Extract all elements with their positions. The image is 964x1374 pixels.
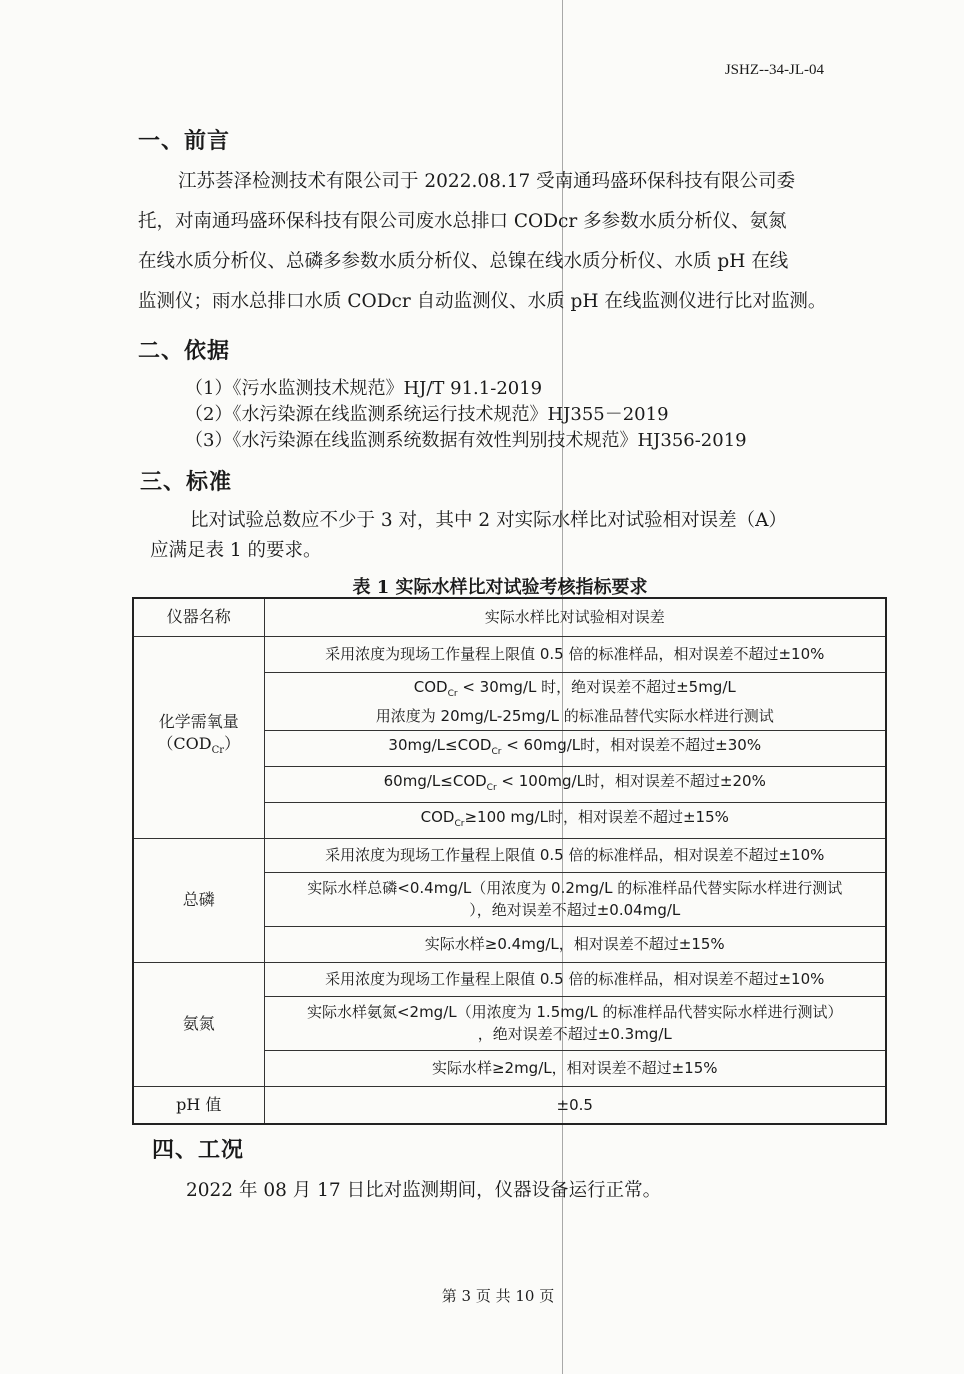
preface-line: 江苏荟泽检测技术有限公司于 2022.08.17 受南通玛盛环保科技有限公司委	[178, 171, 796, 192]
cod-requirement: $COD_{Cr} < 30mg/L$ 时，绝对误差不超过±5mg/L 用浓度为 20mg/L-25mg/L 的标准品替代实际水样进行测试	[264, 672, 886, 730]
tp-requirement: 实际水样总磷<0.4mg/L（用浓度为 0.2mg/L 的标准样品代替实际水样进行测试 ），绝对误差不超过±0.04mg/L	[264, 872, 886, 926]
tp-requirement: 采用浓度为现场工作量程上限值 0.5 倍的标准样品，相对误差不超过±10%	[264, 838, 886, 872]
preface-line: 在线水质分析仪、总磷多参数水质分析仪、总镍在线水质分析仪、水质 pH 在线	[138, 251, 789, 272]
table-row	[133, 838, 886, 872]
table-row	[133, 1086, 886, 1124]
cod-requirement: $60mg/L\le COD_{Cr} < 100mg/L$时，相对误差不超过±20%	[264, 766, 886, 802]
nh3-requirement: 实际水样≥2mg/L，相对误差不超过±15%	[264, 1050, 886, 1086]
cod-name: 化学需氧量	[158, 712, 239, 732]
basis-item: （2）《水污染源在线监测系统运行技术规范》HJ355－2019	[185, 404, 669, 425]
cod-requirement: $30mg/L\le COD_{Cr} < 60mg/L$时，相对误差不超过±30%	[264, 730, 886, 766]
cod-formula: $(COD_{Cr})$	[157, 734, 241, 757]
tp-name-cell: 总磷	[133, 838, 264, 962]
ph-requirement: ±0.5	[264, 1086, 886, 1124]
basis-item: （3）《水污染源在线监测系统数据有效性判别技术规范》HJ356-2019	[185, 430, 747, 451]
nh3-requirement: 实际水样氨氮<2mg/L（用浓度为 1.5mg/L 的标准样品代替实际水样进行测试） ，绝对误差不超过±0.3mg/L	[264, 996, 886, 1050]
cod-name-cell	[133, 636, 264, 838]
cod-requirement: $COD_{Cr}\ge 100$ mg/L时，相对误差不超过±15%	[264, 802, 886, 838]
basis-item: （1）《污水监测技术规范》HJ/T 91.1-2019	[185, 378, 543, 399]
cod-requirement: 采用浓度为现场工作量程上限值 0.5 倍的标准样品，相对误差不超过±10%	[264, 636, 886, 672]
section-heading-standard: 三、标准	[140, 469, 233, 495]
document-code: JSHZ--34-JL-04	[724, 62, 824, 78]
table-row	[133, 636, 886, 672]
condition-text: 2022 年 08 月 17 日比对监测期间，仪器设备运行正常。	[186, 1180, 662, 1201]
table-header-row	[133, 598, 886, 636]
nh3-requirement: 采用浓度为现场工作量程上限值 0.5 倍的标准样品，相对误差不超过±10%	[264, 962, 886, 996]
section-heading-basis: 二、依据	[138, 338, 231, 364]
preface-line: 托，对南通玛盛环保科技有限公司废水总排口 CODcr 多参数水质分析仪、氨氮	[138, 211, 787, 232]
preface-line: 监测仪；雨水总排口水质 CODcr 自动监测仪、水质 pH 在线监测仪进行比对监测。	[138, 291, 827, 312]
table-row	[133, 962, 886, 996]
header-error: 实际水样比对试验相对误差	[264, 598, 886, 636]
section-heading-condition: 四、工况	[152, 1137, 245, 1163]
standard-line: 应满足表 1 的要求。	[150, 540, 322, 561]
ph-name-cell: pH 值	[133, 1086, 264, 1124]
standard-line: 比对试验总数应不少于 3 对，其中 2 对实际水样比对试验相对误差（A）	[190, 510, 787, 531]
requirements-table	[132, 597, 887, 1125]
table-caption: 表 1 实际水样比对试验考核指标要求	[352, 577, 648, 598]
section-heading-preface: 一、前言	[138, 128, 231, 154]
nh3-name-cell: 氨氮	[133, 962, 264, 1086]
tp-requirement: 实际水样≥0.4mg/L，相对误差不超过±15%	[264, 926, 886, 962]
page-footer: 第 3 页 共 10 页	[441, 1287, 555, 1305]
header-instrument: 仪器名称	[133, 598, 264, 636]
